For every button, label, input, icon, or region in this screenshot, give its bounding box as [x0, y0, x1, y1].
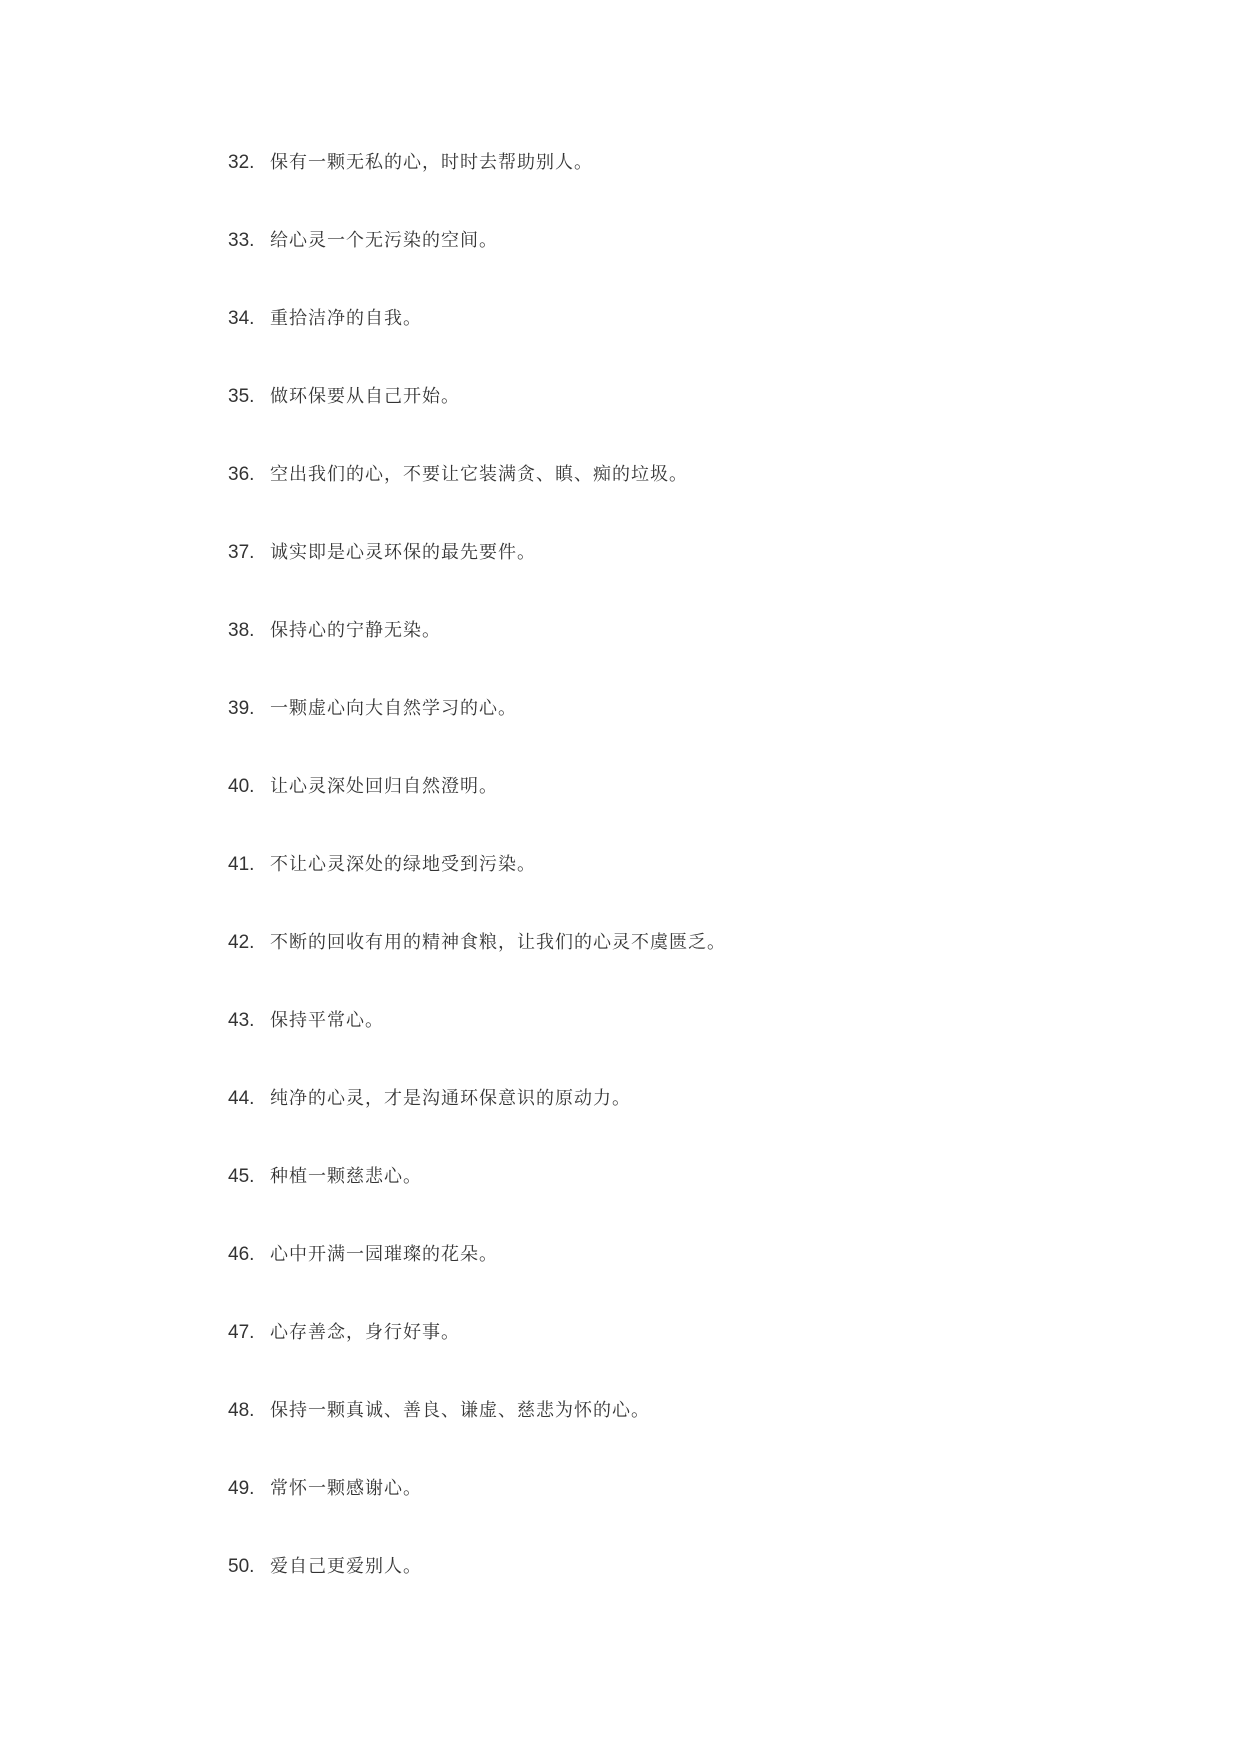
item-text: 不断的回收有用的精神食粮，让我们的心灵不虞匮乏。 [270, 932, 726, 953]
item-number: 47. [228, 1322, 255, 1343]
item-text: 心中开满一园璀璨的花朵。 [270, 1244, 498, 1265]
list-item [228, 150, 1121, 175]
list-item [228, 618, 1121, 643]
item-number: 45. [228, 1166, 255, 1187]
list-item [228, 1320, 1121, 1345]
item-text: 保持平常心。 [270, 1010, 384, 1031]
list-item [228, 228, 1121, 253]
item-text: 心存善念，身行好事。 [270, 1322, 460, 1343]
list-item [228, 774, 1121, 799]
list-item [228, 540, 1121, 565]
item-text: 重拾洁净的自我。 [270, 308, 422, 329]
item-number: 43. [228, 1010, 255, 1031]
list-item [228, 1554, 1121, 1579]
item-number: 39. [228, 698, 255, 719]
list-item [228, 1242, 1121, 1267]
item-number: 44. [228, 1088, 255, 1109]
item-number: 40. [228, 776, 255, 797]
item-text: 空出我们的心，不要让它装满贪、瞋、痴的垃圾。 [270, 464, 688, 485]
list-item [228, 1008, 1121, 1033]
item-text: 让心灵深处回归自然澄明。 [270, 776, 498, 797]
item-text: 常怀一颗感谢心。 [270, 1478, 422, 1499]
item-number: 35. [228, 386, 255, 407]
item-number: 48. [228, 1400, 255, 1421]
item-number: 38. [228, 620, 255, 641]
item-text: 纯净的心灵，才是沟通环保意识的原动力。 [270, 1088, 631, 1109]
list-item [228, 1086, 1121, 1111]
item-number: 46. [228, 1244, 255, 1265]
list-item [228, 852, 1121, 877]
list-item [228, 696, 1121, 721]
list-item [228, 1476, 1121, 1501]
list-item [228, 462, 1121, 487]
item-text: 爱自己更爱别人。 [270, 1556, 422, 1577]
item-number: 37. [228, 542, 255, 563]
item-number: 42. [228, 932, 255, 953]
item-text: 种植一颗慈悲心。 [270, 1166, 422, 1187]
item-number: 49. [228, 1478, 255, 1499]
list-item [228, 384, 1121, 409]
list-item [228, 930, 1121, 955]
item-text: 做环保要从自己开始。 [270, 386, 460, 407]
item-number: 34. [228, 308, 255, 329]
item-text: 保有一颗无私的心，时时去帮助别人。 [270, 152, 593, 173]
item-text: 保持一颗真诚、善良、谦虚、慈悲为怀的心。 [270, 1400, 650, 1421]
item-number: 33. [228, 230, 255, 251]
item-number: 50. [228, 1556, 255, 1577]
list-item [228, 306, 1121, 331]
item-text: 一颗虚心向大自然学习的心。 [270, 698, 517, 719]
item-number: 36. [228, 464, 255, 485]
item-number: 32. [228, 152, 255, 173]
quote-list [228, 150, 1121, 1579]
list-item [228, 1164, 1121, 1189]
item-text: 保持心的宁静无染。 [270, 620, 441, 641]
item-text: 诚实即是心灵环保的最先要件。 [270, 542, 536, 563]
item-text: 不让心灵深处的绿地受到污染。 [270, 854, 536, 875]
item-text: 给心灵一个无污染的空间。 [270, 230, 498, 251]
list-item [228, 1398, 1121, 1423]
item-number: 41. [228, 854, 255, 875]
